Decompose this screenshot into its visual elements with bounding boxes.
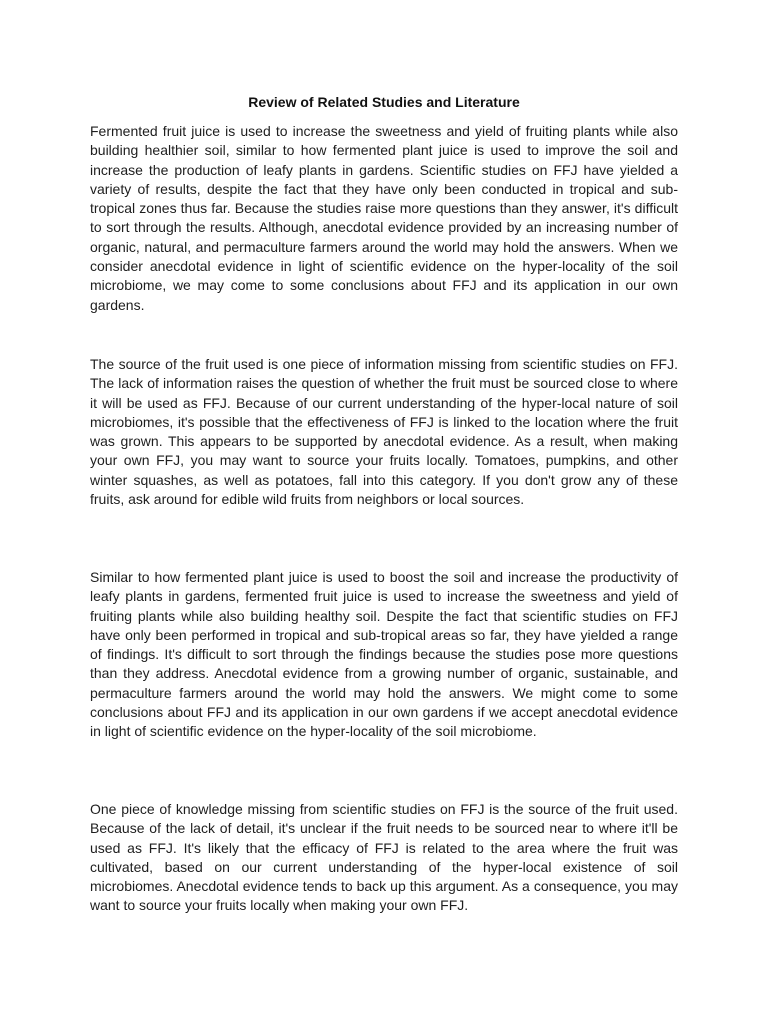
paragraph-4: One piece of knowledge missing from scientific studies on FFJ is the source of the fruit used. Because of the lack of detail, it's unclear if the fruit needs to be sourced near to where it'll be used as FFJ. It's likely that the efficacy of FFJ is related to the area where the fruit was cultivated, based on our current understanding of the hyper-local existence of soil microbiomes. Anecdotal evidence tends to back up this argument. As a consequence, you may want to source your fruits locally when making your own FFJ.	[90, 801, 678, 914]
paragraph-2: The source of the fruit used is one piece of information missing from scientific studies on FFJ. The lack of information raises the question of whether the fruit must be sourced close to where it will be used as FFJ. Because of our current understanding of the hyper-local nature of soil microbiomes, it's possible that the effectiveness of FFJ is linked to the location where the fruit was grown. This appears to be supported by anecdotal evidence. As a result, when making your own FFJ, you may want to source your fruits locally. Tomatoes, pumpkins, and other winter squashes, as well as potatoes, fall into this category. If you don't grow any of these fruits, ask around for edible wild fruits from neighbors or local sources.	[90, 356, 678, 508]
paragraph-1: Fermented fruit juice is used to increase the sweetness and yield of fruiting plants while also building healthier soil, similar to how fermented plant juice is used to improve the soil and increase the production of leafy plants in gardens. Scientific studies on FFJ have yielded a variety of results, despite the fact that they have only been conducted in tropical and sub-tropical zones thus far. Because the studies raise more questions than they answer, it's difficult to sort through the results. Although, anecdotal evidence provided by an increasing number of organic, natural, and permaculture farmers around the world may hold the answers. When we consider anecdotal evidence in light of scientific evidence on the hyper-locality of the soil microbiome, we may come to some conclusions about FFJ and its application in our own gardens.	[90, 123, 678, 313]
paragraph-3: Similar to how fermented plant juice is used to boost the soil and increase the productivity of leafy plants in gardens, fermented fruit juice is used to increase the sweetness and yield of fruiting plants while also building healthy soil. Despite the fact that scientific studies on FFJ have only been performed in tropical and sub-tropical areas so far, they have yielded a range of findings. It's difficult to sort through the findings because the studies pose more questions than they address. Anecdotal evidence from a growing number of organic, sustainable, and permaculture farmers around the world may hold the answers. We might come to some conclusions about FFJ and its application in our own gardens if we accept anecdotal evidence in light of scientific evidence on the hyper-locality of the soil microbiome.	[90, 569, 678, 740]
document-title: Review of Related Studies and Literature	[248, 94, 520, 110]
